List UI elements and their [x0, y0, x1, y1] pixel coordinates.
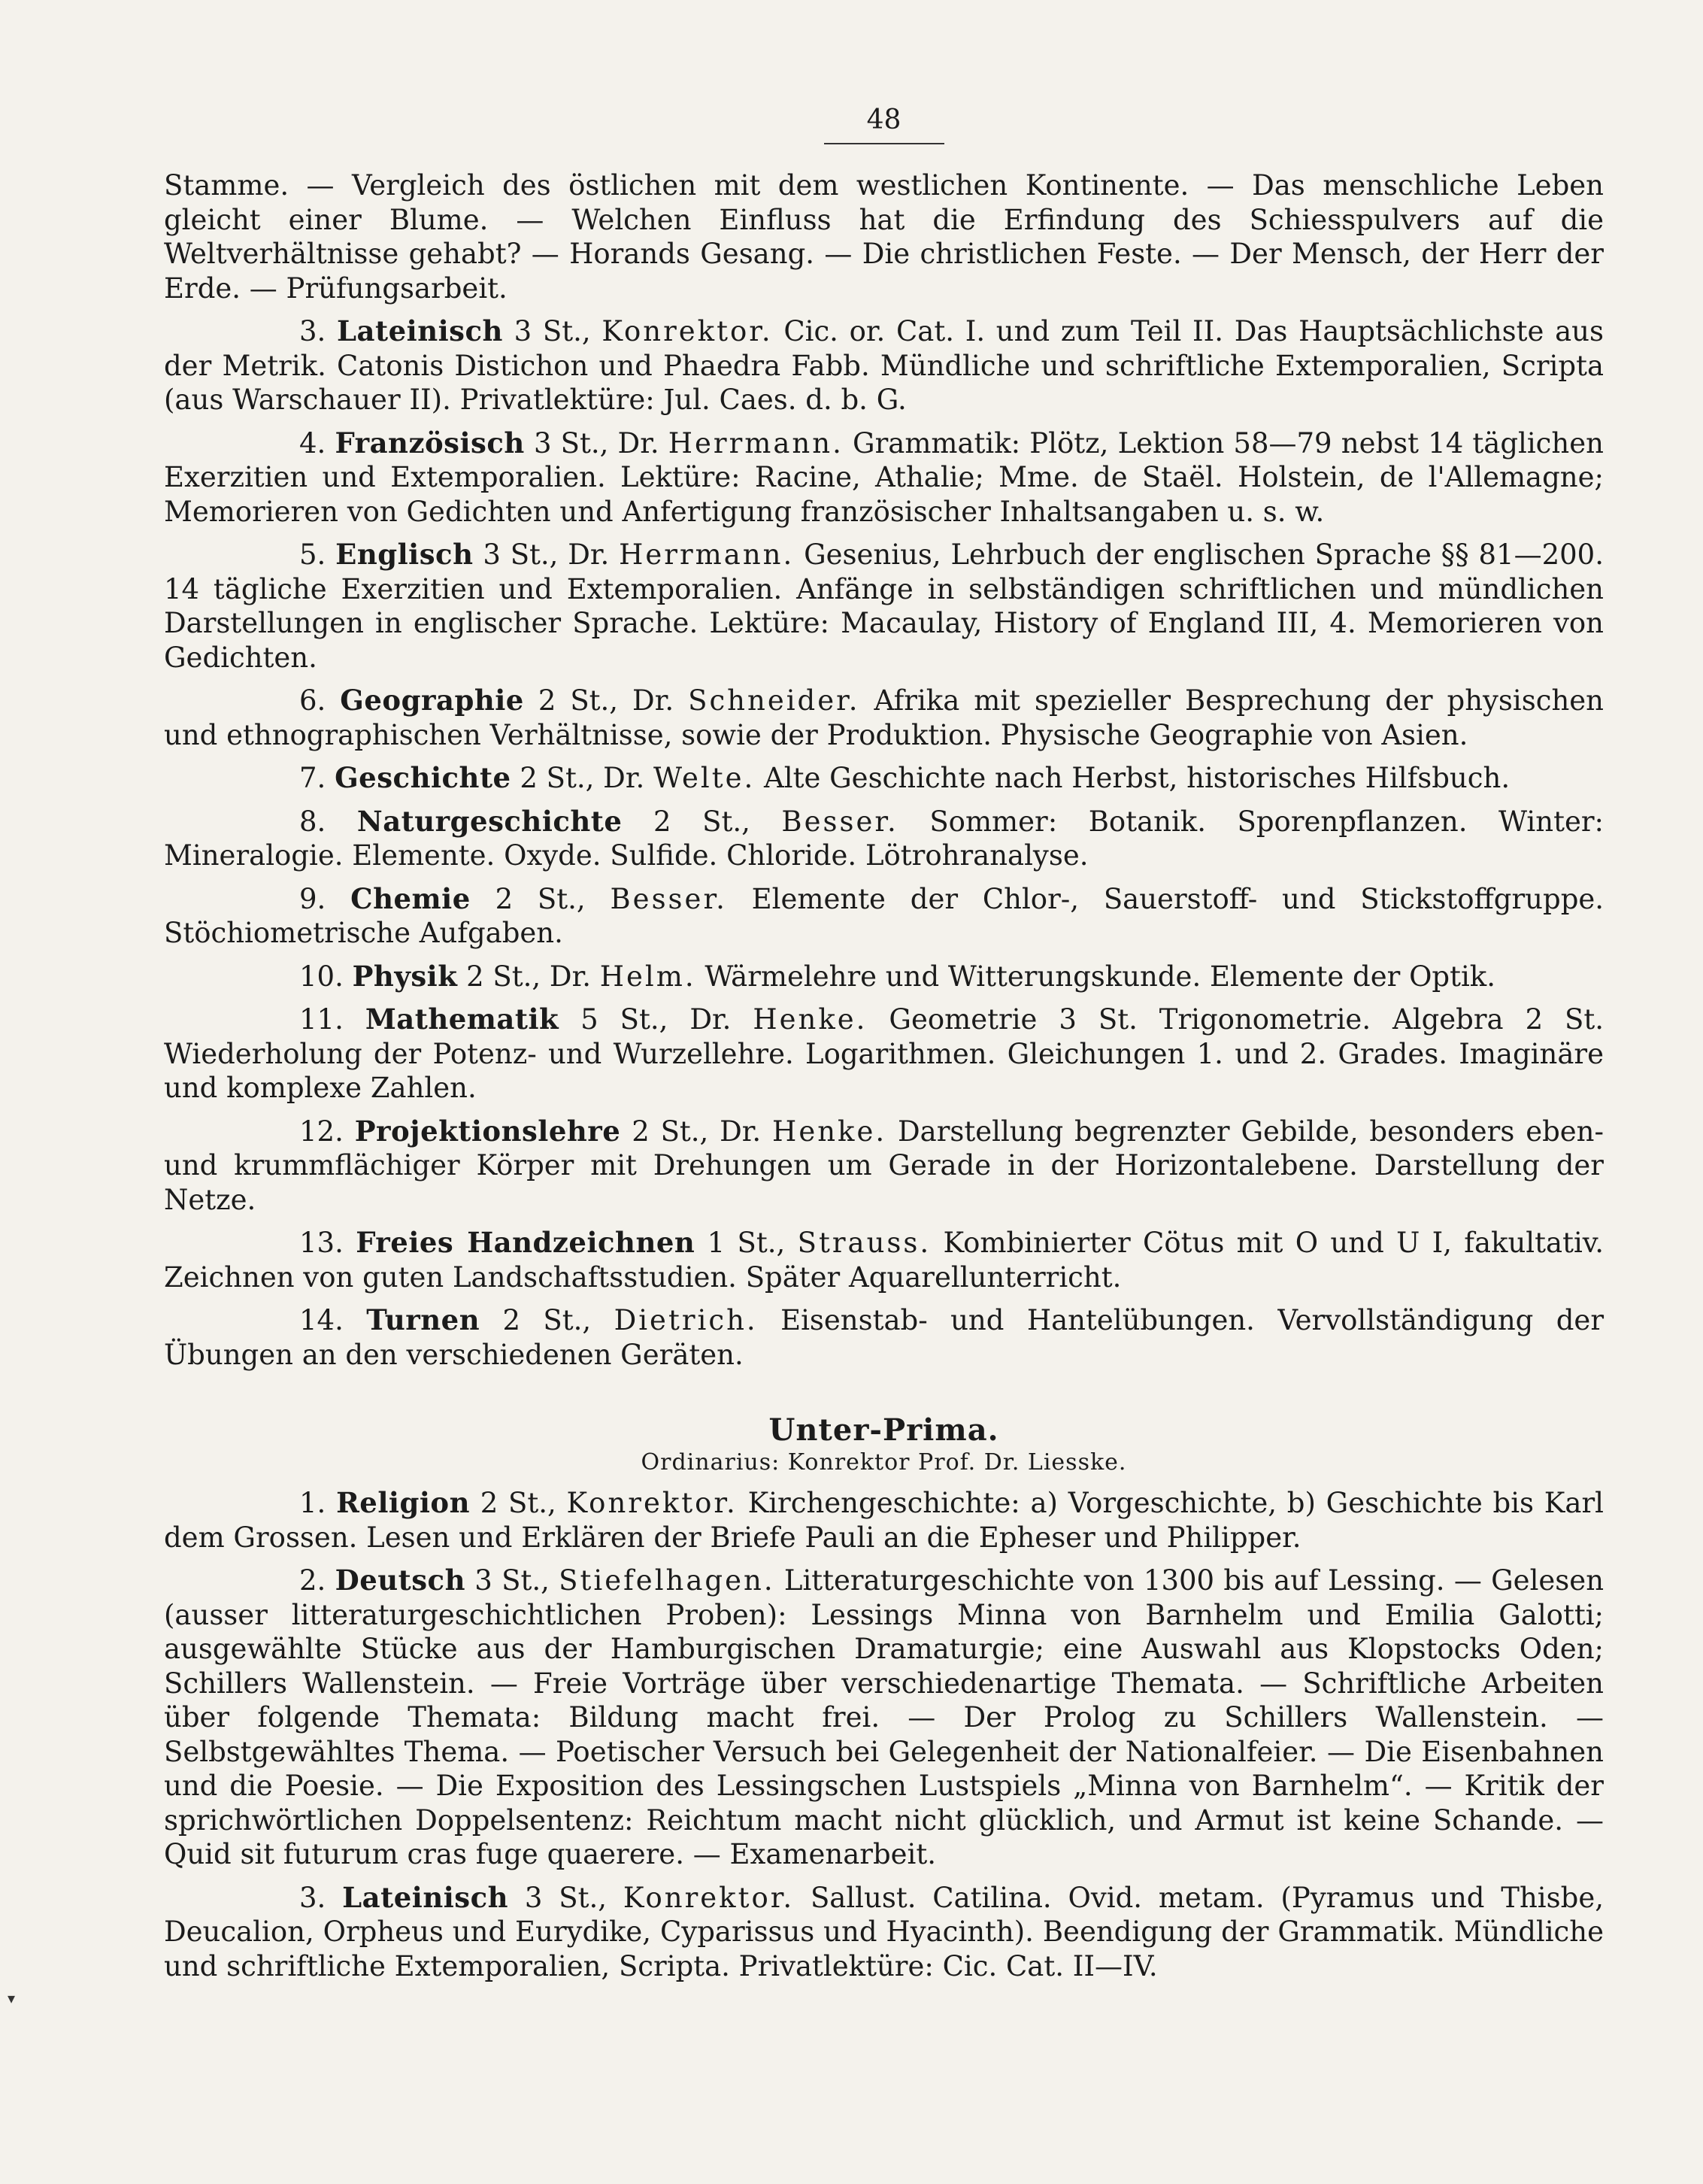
subject-title: Chemie — [350, 881, 471, 915]
continuation-paragraph: Stamme. — Vergleich des östlichen mit dem westlichen Kontinente. — Das menschliche Leben gleicht einer Blume. — Welchen Einfluss hat die Erfindung des Schiesspulvers auf die Weltverhältnisse gehabt? — Horands Gesang. — Die christlichen Feste. — Der Mensch, der Herr der Erde. — Prüfungsarbeit. — [164, 169, 1604, 305]
subject-title: Naturgeschichte — [356, 804, 623, 838]
teacher-name: Herrmann. — [668, 426, 844, 460]
subject-title: Geschichte — [335, 761, 511, 794]
teacher-name: Helm. — [599, 960, 696, 993]
teacher-name: Dietrich. — [614, 1304, 758, 1336]
page-number-rule — [824, 143, 944, 144]
subject-title: Turnen — [366, 1303, 480, 1336]
teacher-name: Besser. — [610, 882, 727, 915]
ink-speck: ▾ — [8, 1989, 16, 2007]
subject-entry: 6. Geographie 2 St., Dr. Schneider. Afrika mit spezieller Besprechung der physischen und ethnographischen Verhältnisse, sowie der Produktion. Physische Geographie von Asien. — [164, 684, 1605, 751]
teacher-name: Stiefelhagen. — [559, 1564, 775, 1597]
page-number: 48 — [866, 105, 901, 135]
section-heading: Unter-Prima. — [768, 1412, 999, 1448]
teacher-name: Henke. — [753, 1003, 868, 1036]
subject-list-lower — [164, 1486, 1604, 1983]
teacher-name: Henke. — [772, 1115, 887, 1148]
subject-title: Lateinisch — [342, 1880, 509, 1914]
subject-title: Mathematik — [365, 1003, 559, 1036]
subject-entry: 7. Geschichte 2 St., Dr. Welte. Alte Geschichte nach Herbst, historisches Hilfsbuch. — [299, 761, 1511, 794]
subject-title: Französisch — [335, 426, 525, 460]
subject-entry: 12. Projektionslehre 2 St., Dr. Henke. Darstellung begrenzter Gebilde, besonders eben- und krummflächiger Körper mit Drehungen um Gerade in der Horizontalebene. Darstellung der Netze. — [164, 1114, 1605, 1216]
subject-title: Deutsch — [335, 1564, 465, 1597]
subject-title: Lateinisch — [337, 314, 503, 347]
subject-title: Physik — [352, 959, 458, 993]
subject-title: Englisch — [335, 538, 474, 571]
teacher-name: Welte. — [653, 762, 756, 794]
teacher-name: Konrektor. — [623, 1881, 795, 1914]
subject-entry: 5. Englisch 3 St., Dr. Herrmann. Gesenius, Lehrbuch der englischen Sprache §§ 81—200. 14 tägliche Exerzitien und Extemporalien. Anfänge in selbständigen schriftlichen und mündlichen Darstellungen in englischer Sprache. Lektüre: Macaulay, History of England III, 4. Memorieren von Gedichten. — [164, 538, 1604, 674]
subject-entry: 9. Chemie 2 St., Besser. Elemente der Chlor-, Sauerstoff- und Stickstoffgruppe. Stöchiometrische Aufgaben. — [164, 881, 1605, 949]
document-page — [164, 105, 1604, 2136]
teacher-name: Besser. — [781, 805, 898, 838]
subject-title: Religion — [336, 1486, 470, 1519]
subject-entry: 10. Physik 2 St., Dr. Helm. Wärmelehre und Witterungskunde. Elemente der Optik. — [299, 959, 1495, 993]
subject-entry: 3. Lateinisch 3 St., Konrektor. Cic. or. Cat. I. und zum Teil II. Das Hauptsächlichste aus der Metrik. Catonis Distichon und Phaedra Fabb. Mündliche und schriftliche Extemporalien, Scripta (aus Warschauer II). Privatlektüre: Jul. Caes. d. b. G. — [164, 314, 1604, 416]
subject-entry: 8. Naturgeschichte 2 St., Besser. Sommer: Botanik. Sporenpflanzen. Winter: Mineralogie. Elemente. Oxyde. Sulfide. Chloride. Lötrohranalyse. — [164, 804, 1604, 872]
subject-entry: 11. Mathematik 5 St., Dr. Henke. Geometrie 3 St. Trigonometrie. Algebra 2 St. Wiederholung der Potenz- und Wurzellehre. Logarithmen. Gleichungen 1. und 2. Grades. Imaginäre und komplexe Zahlen. — [164, 1003, 1605, 1104]
subject-entry: 14. Turnen 2 St., Dietrich. Eisenstab- und Hantelübungen. Vervollständigung der Übungen an den verschiedenen Geräten. — [164, 1303, 1605, 1371]
teacher-name: Konrektor. — [602, 315, 773, 347]
subject-title: Projektionslehre — [354, 1114, 621, 1148]
subject-entry: 4. Französisch 3 St., Dr. Herrmann. Grammatik: Plötz, Lektion 58—79 nebst 14 täglichen Exerzitien und Extemporalien. Lektüre: Racine, Athalie; Mme. de Staël. Holstein, de l'Allemagne; Memorieren von Gedichten und Anfertigung französischer Inhaltsangaben u. s. w. — [164, 426, 1604, 528]
subject-entry: 1. Religion 2 St., Konrektor. Kirchengeschichte: a) Vorgeschichte, b) Geschichte bis Karl dem Grossen. Lesen und Erklären der Briefe Pauli an die Epheser und Philipper. — [164, 1486, 1605, 1554]
section-ordinarius: Ordinarius: Konrektor Prof. Dr. Liesske. — [641, 1449, 1127, 1476]
subject-entry: 13. Freies Handzeichnen 1 St., Strauss. Kombinierter Cötus mit O und U I, fakultativ. Zeichnen von guten Landschaftsstudien. Später Aquarellunterricht. — [164, 1226, 1605, 1294]
subject-entry: 2. Deutsch 3 St., Stiefelhagen. Litteraturgeschichte von 1300 bis auf Lessing. — Gelesen (ausser litteraturgeschichtlichen Proben): Lessings Minna von Barnhelm und Emilia Galotti; ausgewählte Stücke aus der Hamburgischen Dramaturgie; eine Auswahl aus Klopstocks Oden; Schillers Wallenstein. — Freie Vorträge über verschiedenartige Themata. — Schriftliche Arbeiten über folgende Themata: Bildung macht frei. — Der Prolog zu Schillers Wallenstein. — Selbstgewähltes Thema. — Poetischer Versuch bei Gelegenheit der Nationalfeier. — Die Eisenbahnen und die Poesie. — Die Exposition des Lessingschen Lustspiels „Minna von Barnhelm“. — Kritik der sprichwörtlichen Doppelsentenz: Reichtum macht nicht glücklich, und Armut ist keine Schande. — Quid sit futurum cras fuge quaerere. — Examenarbeit. — [164, 1564, 1605, 1870]
teacher-name: Schneider. — [688, 684, 860, 717]
teacher-name: Herrmann. — [619, 538, 795, 571]
teacher-name: Strauss. — [797, 1227, 932, 1259]
subject-title: Geographie — [340, 684, 524, 717]
subject-list-upper — [164, 314, 1604, 1372]
subject-title: Freies Handzeichnen — [356, 1226, 695, 1259]
teacher-name: Konrektor. — [566, 1487, 738, 1519]
subject-entry: 3. Lateinisch 3 St., Konrektor. Sallust. Catilina. Ovid. metam. (Pyramus und Thisbe, Deucalion, Orpheus und Eurydike, Cyparissus und Hyacinth). Beendigung der Grammatik. Mündliche und schriftliche Extemporalien, Scripta. Privatlektüre: Cic. Cat. II—IV. — [164, 1880, 1604, 1982]
